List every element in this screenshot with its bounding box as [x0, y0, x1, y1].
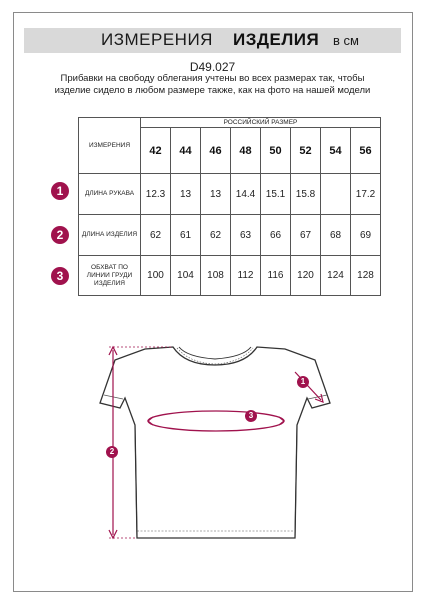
- table-cell: 61: [171, 215, 201, 256]
- row-label: ДЛИНА ИЗДЕЛИЯ: [79, 215, 141, 256]
- unit-text: в см: [333, 33, 359, 48]
- table-cell: 13: [171, 174, 201, 215]
- table-cell: 67: [291, 215, 321, 256]
- table-cell: 128: [351, 256, 381, 296]
- table-cell: [321, 174, 351, 215]
- size-header: 54: [321, 128, 351, 174]
- table-cell: 17.2: [351, 174, 381, 215]
- row-marker-2: 2: [51, 226, 69, 244]
- table-cell: 104: [171, 256, 201, 296]
- table-cell: 69: [351, 215, 381, 256]
- table-cell: 15.8: [291, 174, 321, 215]
- size-header: 46: [201, 128, 231, 174]
- neckline: [179, 347, 251, 359]
- table-cell: 124: [321, 256, 351, 296]
- title-bar: [24, 28, 401, 53]
- size-header: 42: [141, 128, 171, 174]
- product-code: D49.027: [189, 60, 236, 74]
- table-cell: 63: [231, 215, 261, 256]
- size-header: 50: [261, 128, 291, 174]
- table-cell: 15.1: [261, 174, 291, 215]
- table-cell: 100: [141, 256, 171, 296]
- diagram-marker-2: 2: [106, 446, 118, 458]
- title-text: ИЗМЕРЕНИЯ: [101, 30, 213, 49]
- table-cell: 66: [261, 215, 291, 256]
- table-cell: 12.3: [141, 174, 171, 215]
- table-cell: 108: [201, 256, 231, 296]
- row-marker-1: 1: [51, 182, 69, 200]
- diagram-marker-3: 3: [245, 410, 257, 422]
- table-row: [79, 256, 381, 296]
- table-row: [79, 215, 381, 256]
- table-cell: 68: [321, 215, 351, 256]
- title-bold-text: ИЗДЕЛИЯ: [233, 30, 320, 49]
- size-header: 52: [291, 128, 321, 174]
- size-header: 56: [351, 128, 381, 174]
- table-row: [79, 174, 381, 215]
- size-header: 44: [171, 128, 201, 174]
- table-cell: 116: [261, 256, 291, 296]
- diagram-marker-1: 1: [297, 376, 309, 388]
- row-marker-3: 3: [51, 267, 69, 285]
- fit-note: Прибавки на свободу облегания учтены во всех размерах так, чтобы изделие сидело в любом размере также, как на фото на нашей модели: [54, 73, 371, 96]
- row-label: ДЛИНА РУКАВА: [79, 174, 141, 215]
- size-table: [78, 117, 381, 296]
- table-cell: 14.4: [231, 174, 261, 215]
- size-header: 48: [231, 128, 261, 174]
- table-cell: 62: [201, 215, 231, 256]
- row-label: ОБХВАТ ПО ЛИНИИ ГРУДИ ИЗДЕЛИЯ: [79, 256, 141, 296]
- table-cell: 62: [141, 215, 171, 256]
- corner-label: ИЗМЕРЕНИЯ: [79, 118, 141, 174]
- table-cell: 112: [231, 256, 261, 296]
- table-header-row: [79, 118, 381, 128]
- size-group-label: РОССИЙСКИЙ РАЗМЕР: [141, 118, 381, 128]
- tshirt-diagram: [95, 335, 335, 545]
- table-cell: 120: [291, 256, 321, 296]
- table-cell: 13: [201, 174, 231, 215]
